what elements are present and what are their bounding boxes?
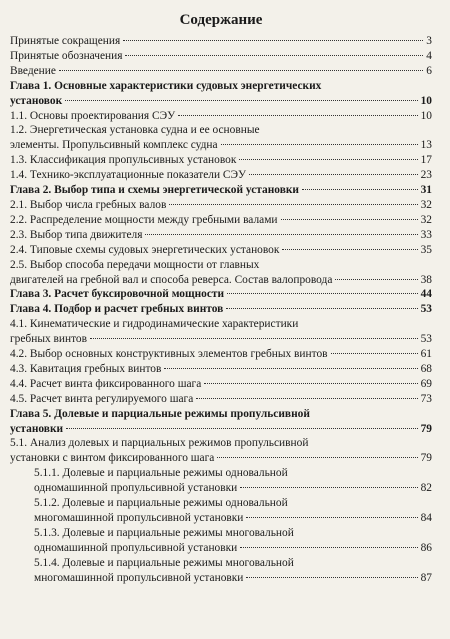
dot-leader — [221, 144, 418, 145]
dot-leader — [227, 293, 418, 294]
dot-leader — [240, 547, 417, 548]
toc-page-number: 69 — [420, 377, 432, 390]
toc-page-number: 32 — [420, 213, 432, 226]
toc-entry-first-line: 5.1.3. Долевые и парциальные режимы многовальной — [34, 526, 294, 539]
toc-entry-first-line: Глава 5. Долевые и парциальные режимы пропульсивной — [10, 407, 310, 420]
toc-entry-title: 4.4. Расчет винта фиксированного шага — [10, 377, 202, 390]
dot-leader — [217, 457, 417, 458]
toc-page-number: 10 — [420, 109, 432, 122]
toc-entry — [10, 258, 432, 288]
toc-entry — [10, 377, 432, 392]
toc-entry — [10, 153, 432, 168]
toc-entry-title: Введение — [10, 64, 56, 77]
toc-entry — [10, 168, 432, 183]
toc-page-number: 4 — [426, 49, 432, 62]
dot-leader — [164, 368, 417, 369]
dot-leader — [145, 234, 417, 235]
toc-entry-title: 2.4. Типовые схемы судовых энергетических установок — [10, 243, 280, 256]
toc-entry-title: установки — [10, 422, 64, 435]
toc-entry-first-line: 5.1. Анализ долевых и парциальных режимов пропульсивной — [10, 437, 309, 450]
toc-chapter-entry — [10, 183, 432, 198]
toc-entry-title: 2.3. Выбор типа движителя — [10, 228, 143, 241]
toc-entry-title: 1.1. Основы проектирования СЭУ — [10, 109, 176, 122]
dot-leader — [204, 383, 417, 384]
toc-page-number: 32 — [420, 198, 432, 211]
toc-page-number: 73 — [420, 392, 432, 405]
toc-entry — [10, 347, 432, 362]
toc-page-number: 13 — [420, 139, 432, 152]
toc-entry-title: 2.1. Выбор числа гребных валов — [10, 198, 167, 211]
toc-page-number: 82 — [420, 482, 432, 495]
toc-page-number: 35 — [420, 243, 432, 256]
toc-entry-title: Глава 4. Подбор и расчет гребных винтов — [10, 303, 224, 316]
dot-leader — [281, 219, 418, 220]
dot-leader — [178, 115, 417, 116]
toc-entry-first-line: 5.1.1. Долевые и парциальные режимы одновальной — [34, 467, 288, 480]
toc-chapter-entry — [10, 302, 432, 317]
dot-leader — [59, 70, 423, 71]
toc-page-number: 17 — [420, 154, 432, 167]
page-title: Содержание — [179, 12, 263, 28]
toc-entry — [10, 526, 432, 556]
toc-entry — [10, 243, 432, 258]
toc-page-number: 86 — [420, 541, 432, 554]
toc-entry — [10, 213, 432, 228]
dot-leader — [239, 159, 417, 160]
toc-entry-first-line: 5.1.4. Долевые и парциальные режимы многовальной — [34, 556, 294, 569]
toc-entry-title: одномашинной пропульсивной установки — [34, 541, 238, 554]
toc-page-number: 23 — [420, 169, 432, 182]
toc-entry — [10, 64, 432, 79]
toc-entry-title: Принятые сокращения — [10, 35, 121, 47]
toc-entry-title: элементы. Пропульсивный комплекс судна — [10, 139, 218, 152]
toc-page-number: 84 — [420, 512, 432, 524]
dot-leader — [282, 249, 417, 250]
toc-entry-title: 4.2. Выбор основных конструктивных элементов гребных винтов — [10, 348, 328, 361]
toc-entry — [10, 556, 432, 586]
toc-page-number: 6 — [426, 64, 432, 77]
toc-entry-first-line: Глава 1. Основные характеристики судовых энергетических — [10, 79, 322, 92]
toc-chapter-entry — [10, 287, 432, 302]
dot-leader — [246, 577, 417, 578]
toc-page-number: 53 — [420, 333, 432, 346]
toc-page-number: 31 — [420, 184, 432, 197]
dot-leader — [240, 487, 417, 488]
toc-entry-title: 1.3. Классификация пропульсивных установок — [10, 154, 237, 167]
dot-leader — [302, 189, 418, 190]
toc-entry-first-line: 5.1.2. Долевые и парциальные режимы одновальной — [34, 497, 288, 510]
dot-leader — [331, 353, 418, 354]
dot-leader — [335, 279, 417, 280]
dot-leader — [66, 428, 418, 429]
toc-entry — [10, 109, 432, 124]
toc-page-number: 53 — [420, 303, 432, 316]
toc-entry-title: 4.3. Кавитация гребных винтов — [10, 362, 162, 375]
table-of-contents — [10, 34, 432, 586]
toc-entry-title: Глава 3. Расчет буксировочной мощности — [10, 288, 225, 301]
toc-entry — [10, 362, 432, 377]
toc-chapter-entry — [10, 79, 432, 109]
dot-leader — [65, 100, 417, 101]
toc-entry — [10, 49, 432, 64]
toc-entry — [10, 34, 432, 49]
dot-leader — [246, 517, 417, 518]
toc-page-number: 68 — [420, 362, 432, 375]
toc-entry-title: одномашинной пропульсивной установки — [34, 482, 238, 495]
toc-page-number: 61 — [420, 348, 432, 361]
dot-leader — [123, 40, 423, 41]
toc-entry — [10, 436, 432, 466]
toc-entry — [10, 496, 432, 526]
toc-entry-first-line: 2.5. Выбор способа передачи мощности от главных — [10, 258, 260, 271]
toc-entry-first-line: 4.1. Кинематические и гидродинамические характеристики — [10, 318, 299, 331]
toc-entry-title: двигателей на гребной вал и способа реверса. Состав валопровода — [10, 273, 333, 286]
toc-page-number: 79 — [420, 452, 432, 465]
toc-entry-title: 4.5. Расчет винта регулируемого шага — [10, 392, 194, 405]
toc-page-number: 10 — [420, 94, 432, 107]
toc-page-number: 38 — [420, 273, 432, 286]
toc-entry-title: многомашинной пропульсивной установки — [34, 571, 244, 584]
toc-entry-title: установки с винтом фиксированного шага — [10, 452, 215, 465]
toc-page-number: 3 — [426, 35, 432, 47]
dot-leader — [90, 338, 418, 339]
toc-entry — [10, 228, 432, 243]
toc-entry-title: гребных винтов — [10, 333, 87, 346]
toc-entry-title: установок — [10, 94, 63, 107]
toc-entry-title: многомашинной пропульсивной установки — [34, 512, 244, 524]
toc-entry-title: 1.4. Технико-эксплуатационные показатели СЭУ — [10, 169, 247, 182]
dot-leader — [196, 398, 417, 399]
toc-entry — [10, 123, 432, 153]
toc-entry-title: Принятые обозначения — [10, 49, 123, 62]
dot-leader — [125, 55, 423, 56]
toc-entry — [10, 392, 432, 407]
toc-entry-title: Глава 2. Выбор типа и схемы энергетической установки — [10, 184, 299, 197]
dot-leader — [169, 204, 417, 205]
toc-entry-first-line: 1.2. Энергетическая установка судна и ее основные — [10, 124, 260, 137]
dot-leader — [249, 174, 418, 175]
toc-entry — [10, 198, 432, 213]
toc-page-number: 33 — [420, 228, 432, 241]
toc-entry-title: 2.2. Распределение мощности между гребными валами — [10, 213, 278, 226]
dot-leader — [226, 308, 417, 309]
toc-entry — [10, 317, 432, 347]
toc-entry — [10, 466, 432, 496]
toc-page-number: 79 — [420, 422, 432, 435]
toc-page-number: 87 — [420, 571, 432, 584]
toc-chapter-entry — [10, 407, 432, 437]
toc-page-number: 44 — [420, 288, 432, 301]
